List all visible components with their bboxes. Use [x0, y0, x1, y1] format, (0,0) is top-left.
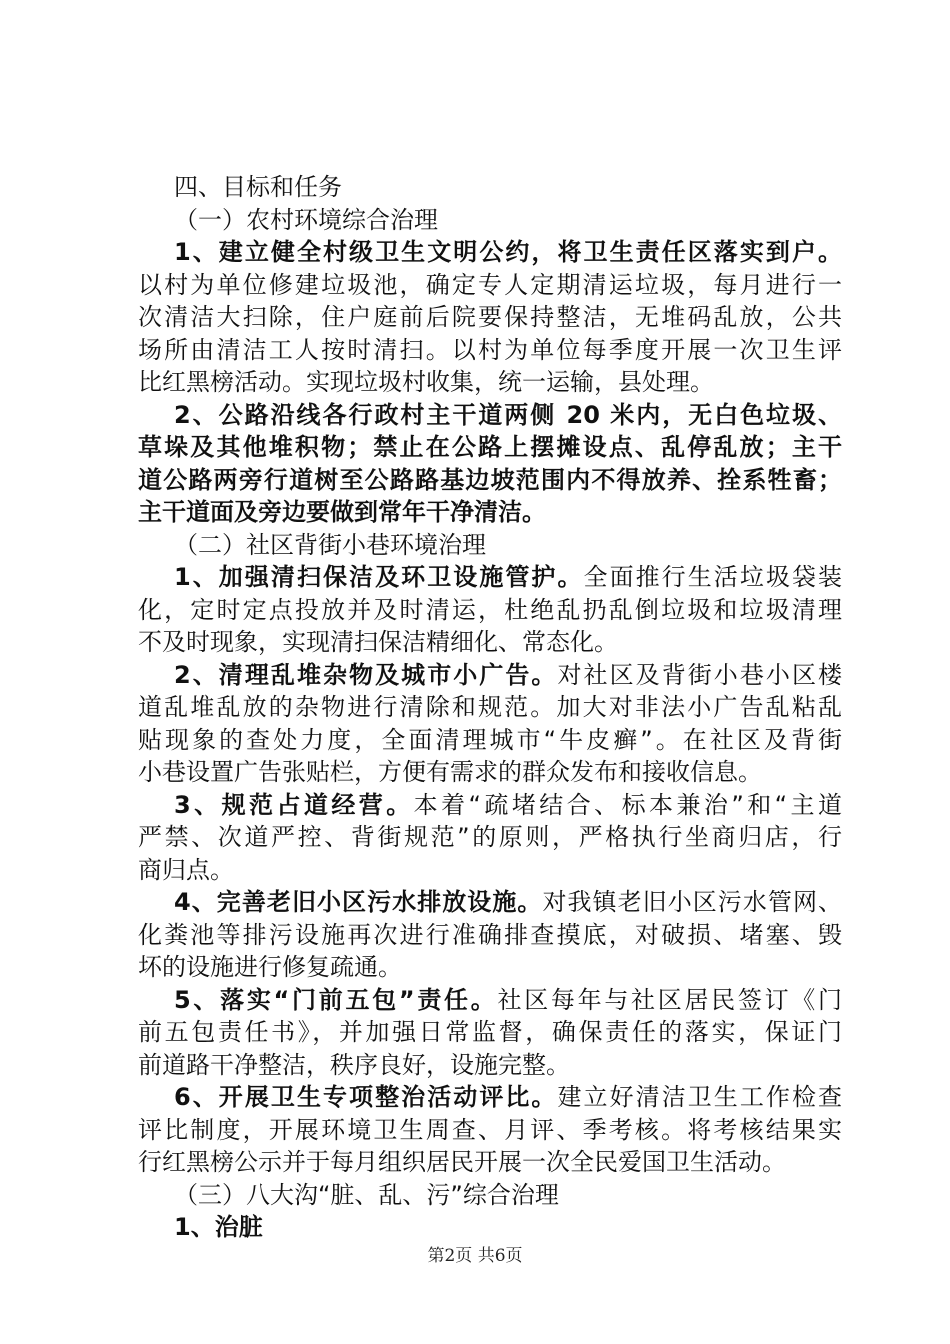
paragraph-line: 小巷设置广告张贴栏，方便有需求的群众发布和接收信息。 — [138, 758, 762, 786]
paragraph-line: 1、加强清扫保洁及环卫设施管护。全面推行生活垃圾袋装 — [174, 563, 842, 591]
paragraph-line: 2、清理乱堆杂物及城市小广告。对社区及背街小巷小区楼 — [174, 660, 842, 689]
paragraph-line: 1、治脏 — [174, 1213, 263, 1241]
paragraph-line: 严禁、次道严控、背街规范”的原则，严格执行坐商归店，行 — [138, 823, 842, 851]
paragraph-line: 3、规范占道经营。本着“疏堵结合、标本兼治”和“主道 — [174, 790, 842, 819]
paragraph-line: 化，定时定点投放并及时清运，杜绝乱扔乱倒垃圾和垃圾清理 — [138, 595, 842, 624]
paragraph-line: 4、完善老旧小区污水排放设施。对我镇老旧小区污水管网、 — [174, 888, 842, 916]
paragraph-line: 6、开展卫生专项整治活动评比。建立好清洁卫生工作检查 — [174, 1083, 842, 1111]
paragraph-line: 2、公路沿线各行政村主干道两侧 20 米内，无白色垃圾、 — [174, 400, 842, 429]
document-body — [138, 171, 842, 1244]
paragraph-line: 不及时现象，实现清扫保洁精细化、常态化。 — [138, 628, 618, 656]
subsection-title: （二）社区背街小巷环境治理 — [174, 530, 486, 559]
paragraph-line: 坏的设施进行修复疏通。 — [138, 953, 402, 981]
paragraph-line: 前道路干净整洁，秩序良好，设施完整。 — [138, 1050, 570, 1079]
paragraph-line: 道乱堆乱放的杂物进行清除和规范。加大对非法小广告乱粘乱 — [138, 693, 842, 721]
paragraph-line: 贴现象的查处力度，全面清理城市“牛皮癣”。在社区及背街 — [138, 725, 842, 754]
paragraph-line: 化粪池等排污设施再次进行准确排查摸底，对破损、堵塞、毁 — [138, 920, 842, 949]
paragraph-line: 场所由清洁工人按时清扫。以村为单位每季度开展一次卫生评 — [138, 335, 842, 364]
paragraph-line: 以村为单位修建垃圾池，确定专人定期清运垃圾，每月进行一 — [138, 270, 842, 299]
subsection-title: （一）农村环境综合治理 — [174, 205, 438, 234]
paragraph-line: 1、建立健全村级卫生文明公约，将卫生责任区落实到户。 — [174, 238, 842, 266]
paragraph-line: 行红黑榜公示并于每月组织居民开展一次全民爱国卫生活动。 — [138, 1148, 786, 1176]
paragraph-line: 道公路两旁行道树至公路路基边坡范围内不得放养、拴系牲畜； — [138, 465, 842, 494]
paragraph-line: 草垛及其他堆积物；禁止在公路上摆摊设点、乱停乱放；主干 — [138, 433, 842, 461]
subsection-title: （三）八大沟“脏、乱、污”综合治理 — [174, 1180, 559, 1209]
paragraph-line: 商归点。 — [138, 855, 234, 884]
section-heading: 四、目标和任务 — [174, 173, 342, 201]
paragraph-line: 主干道面及旁边要做到常年干净清洁。 — [138, 498, 546, 526]
paragraph-line: 评比制度，开展环境卫生周查、月评、季考核。将考核结果实 — [138, 1115, 842, 1144]
paragraph-line: 5、落实“门前五包”责任。社区每年与社区居民签订《门 — [174, 985, 842, 1014]
paragraph-line: 比红黑榜活动。实现垃圾村收集，统一运输，县处理。 — [138, 368, 714, 396]
paragraph-line: 次清洁大扫除，住户庭前后院要保持整洁，无堆码乱放，公共 — [138, 303, 842, 331]
page-footer: 第2页 共6页 — [427, 1246, 523, 1266]
paragraph-line: 前五包责任书》，并加强日常监督，确保责任的落实，保证门 — [138, 1018, 842, 1046]
